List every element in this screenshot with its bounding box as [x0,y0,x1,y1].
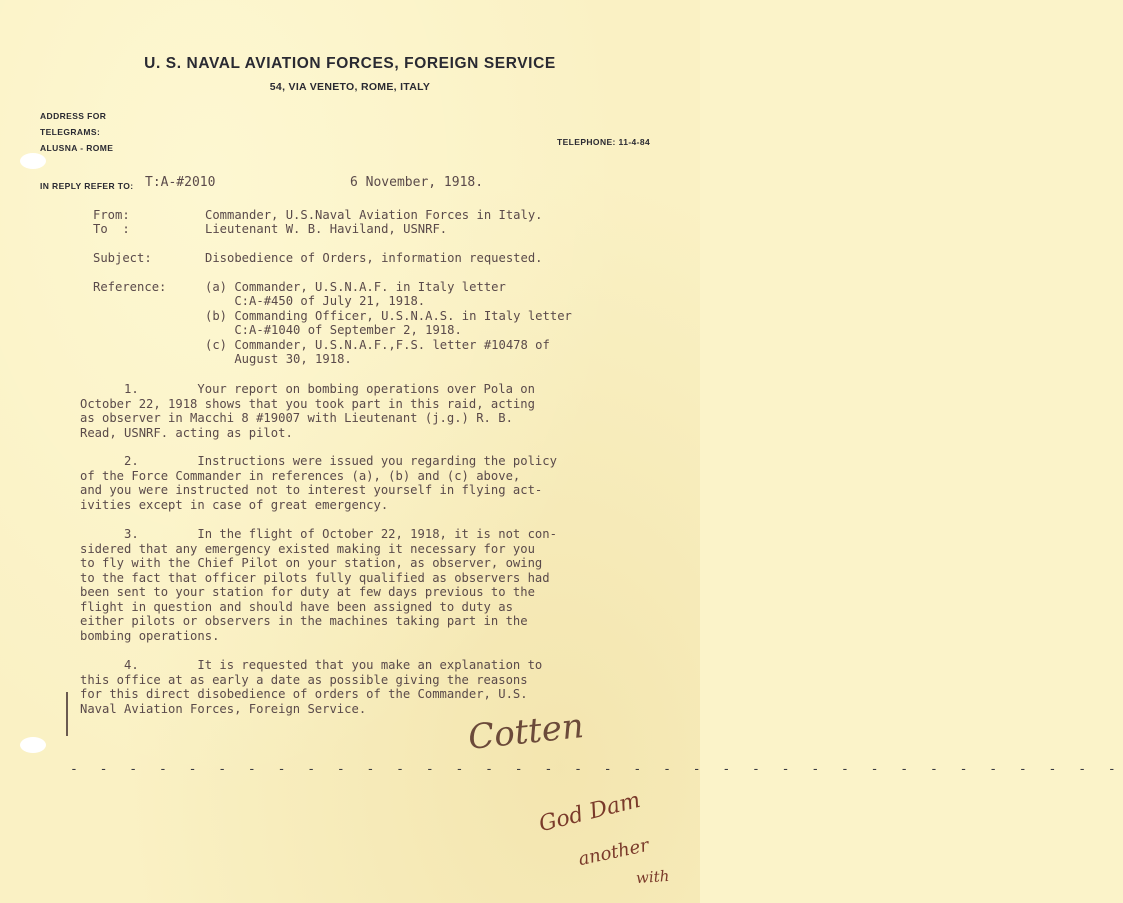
letterhead-title: U. S. NAVAL AVIATION FORCES, FOREIGN SERVICE [144,55,556,72]
telegram-label-2: TELEGRAMS: [40,127,101,137]
telegram-address: ALUSNA - ROME [40,143,114,153]
letter-date: 6 November, 1918. [350,175,484,190]
separator-dashes: - - - - - - - - - - - - - - - - - - - - - - - - - - - - - - - - - - - - [70,762,1123,777]
handwritten-note-1: God Dam [536,787,644,838]
to-value: Lieutenant W. B. Haviland, USNRF. [205,222,448,236]
reference-label: Reference: [93,280,167,294]
paragraph-3: 3. In the flight of October 22, 1918, it is not con- sidered that any emergency existed making it necessary for you to fly with the Chief Pilot on your station, as observer, owing to the fact that officer pilots fully qualified as observers had been sent to your station for duty at few days previous to the flight in question and should have been assigned to duty as either pilots or observers in the machines taking part in the bombing operations. [80,527,557,643]
signature: Cotten [466,706,586,758]
reference-line: C:A-#450 of July 21, 1918. [205,294,426,308]
reference-line: (a) Commander, U.S.N.A.F. in Italy letter [205,280,506,294]
from-label: From: [93,208,130,222]
reply-refer-label: IN REPLY REFER TO: [40,181,134,191]
from-value: Commander, U.S.Naval Aviation Forces in Italy. [205,208,543,222]
reference-line: (b) Commanding Officer, U.S.N.A.S. in Italy letter [205,309,572,323]
punch-hole [20,153,46,169]
handwritten-note-2: another [576,834,651,871]
reference-number: T:A-#2010 [145,175,216,190]
punch-hole [20,737,46,753]
subject-value: Disobedience of Orders, information requested. [205,251,543,265]
margin-mark [66,692,68,736]
to-label: To : [93,222,130,236]
paragraph-2: 2. Instructions were issued you regarding the policy of the Force Commander in references (a), (b) and (c) above, and you were instructed not to interest yourself in flying act- ivities except in case of great emergency. [80,454,557,512]
paragraph-1: 1. Your report on bombing operations over Pola on October 22, 1918 shows that you took part in this raid, acting as observer in Macchi 8 #19007 with Lieutenant (j.g.) R. B. Read, USNRF. acting as pilot. [80,382,535,440]
reference-line: (c) Commander, U.S.N.A.F.,F.S. letter #10478 of [205,338,550,352]
letterhead-address: 54, VIA VENETO, ROME, ITALY [269,81,431,93]
telephone-number: TELEPHONE: 11-4-84 [557,137,651,147]
telegram-label-1: ADDRESS FOR [40,111,107,121]
paragraph-4: 4. It is requested that you make an explanation to this office at as early a date as possible giving the reasons for this direct disobedience of orders of the Commander, U.S. Naval Aviation Forces, Foreign Service. [80,658,543,716]
subject-label: Subject: [93,251,152,265]
reference-line: C:A-#1040 of September 2, 1918. [205,323,462,337]
reference-line: August 30, 1918. [205,352,352,366]
handwritten-note-3: with [635,866,670,888]
